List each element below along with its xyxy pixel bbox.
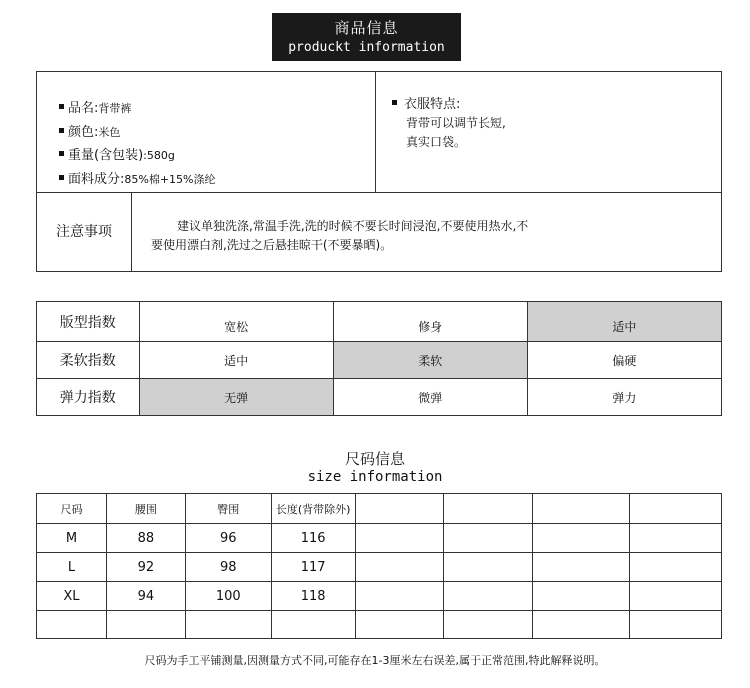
index-option: 适中 xyxy=(139,342,333,379)
table-cell xyxy=(444,553,533,582)
title-zh: 商品信息 xyxy=(334,19,399,37)
header-cell xyxy=(533,494,630,524)
header-cell xyxy=(444,494,533,524)
attribute-value: :580g xyxy=(143,149,175,162)
square-bullet-icon xyxy=(59,151,64,156)
index-option: 偏硬 xyxy=(527,342,721,379)
table-cell xyxy=(533,524,630,553)
attribute-label: 颜色: xyxy=(68,124,99,140)
header-cell: 臀围 xyxy=(185,494,271,524)
info-top-row xyxy=(37,72,721,193)
table-row xyxy=(37,553,722,582)
table-cell xyxy=(533,611,630,639)
fit-index-table xyxy=(36,301,722,416)
header-cell: 腰围 xyxy=(106,494,185,524)
attribute-item xyxy=(59,168,216,192)
table-cell xyxy=(271,611,355,639)
size-cell: L xyxy=(37,553,107,582)
table-cell xyxy=(444,524,533,553)
header-cell xyxy=(630,494,722,524)
index-option-selected: 适中 xyxy=(527,302,721,342)
header-cell: 尺码 xyxy=(37,494,107,524)
size-cell: XL xyxy=(37,582,107,611)
feature-line: 真实口袋。 xyxy=(406,135,467,149)
attribute-value: 米色 xyxy=(98,125,121,139)
size-cell: M xyxy=(37,524,107,553)
table-cell xyxy=(355,611,444,639)
square-bullet-icon xyxy=(59,128,64,133)
feature-line: 背带可以调节长短, xyxy=(406,116,506,130)
table-cell xyxy=(37,611,107,639)
table-cell xyxy=(185,611,271,639)
attribute-item xyxy=(59,121,216,145)
header-cell: 长度(背带除外) xyxy=(271,494,355,524)
table-cell: 94 xyxy=(106,582,185,611)
index-label: 柔软指数 xyxy=(37,342,140,379)
table-cell xyxy=(533,553,630,582)
table-cell xyxy=(355,553,444,582)
index-label: 弹力指数 xyxy=(37,379,140,416)
table-cell: 98 xyxy=(185,553,271,582)
table-cell: 88 xyxy=(106,524,185,553)
index-option: 弹力 xyxy=(527,379,721,416)
attribute-label: 面料成分: xyxy=(68,171,125,187)
table-cell xyxy=(106,611,185,639)
index-row-fit xyxy=(37,302,722,342)
size-title-en: size information xyxy=(307,469,443,485)
square-bullet-icon xyxy=(59,175,64,180)
index-option: 宽松 xyxy=(139,302,333,342)
header-cell xyxy=(355,494,444,524)
table-cell xyxy=(444,582,533,611)
table-cell: 116 xyxy=(271,524,355,553)
square-bullet-icon xyxy=(392,100,397,105)
size-title-zh: 尺码信息 xyxy=(344,450,405,468)
measurement-note: 尺码为手工平铺测量,因测量方式不同,可能存在1-3厘米左右误差,属于正常范围,特此解释说明。 xyxy=(144,654,606,667)
table-cell xyxy=(444,611,533,639)
attribute-label: 品名: xyxy=(68,101,99,116)
product-attributes xyxy=(37,72,376,192)
index-row-softness xyxy=(37,342,722,379)
index-row-elasticity xyxy=(37,379,722,416)
square-bullet-icon xyxy=(59,104,64,109)
table-row xyxy=(37,524,722,553)
index-option: 微弹 xyxy=(333,379,527,416)
index-option-selected: 无弹 xyxy=(139,379,333,416)
features-title: 衣服特点: xyxy=(404,97,461,112)
table-cell: 117 xyxy=(271,553,355,582)
product-features xyxy=(392,96,506,152)
features-heading xyxy=(392,96,506,114)
table-cell: 96 xyxy=(185,524,271,553)
table-cell: 118 xyxy=(271,582,355,611)
size-table-header xyxy=(37,494,722,524)
index-option-selected: 柔软 xyxy=(333,342,527,379)
table-cell xyxy=(630,611,722,639)
attribute-list xyxy=(59,97,216,191)
section-title-product-info xyxy=(272,13,461,61)
title-en: produckt information xyxy=(288,40,445,55)
table-row xyxy=(37,611,722,639)
attribute-label: 重量(含包装) xyxy=(68,148,144,163)
index-option: 修身 xyxy=(333,302,527,342)
table-row xyxy=(37,582,722,611)
table-cell xyxy=(355,524,444,553)
table-cell xyxy=(355,582,444,611)
table-cell: 100 xyxy=(185,582,271,611)
attribute-item xyxy=(59,97,216,121)
index-label: 版型指数 xyxy=(37,302,140,342)
table-cell xyxy=(533,582,630,611)
attribute-item xyxy=(59,144,216,168)
care-text: 建议单独洗涤,常温手洗,洗的时候不要长时间浸泡,不要使用热水,不要使用漂白剂,洗过之后悬挂晾干(不要暴晒)。 xyxy=(151,219,529,252)
section-title-size-info xyxy=(0,450,750,486)
table-cell: 92 xyxy=(106,553,185,582)
attribute-value: 85%棉+15%涤纶 xyxy=(124,172,216,186)
care-label: 注意事项 xyxy=(37,193,132,271)
product-info-box xyxy=(36,71,722,272)
table-cell xyxy=(630,553,722,582)
table-cell xyxy=(630,582,722,611)
attribute-value: 背带裤 xyxy=(98,102,132,115)
size-table xyxy=(36,493,722,639)
table-cell xyxy=(630,524,722,553)
